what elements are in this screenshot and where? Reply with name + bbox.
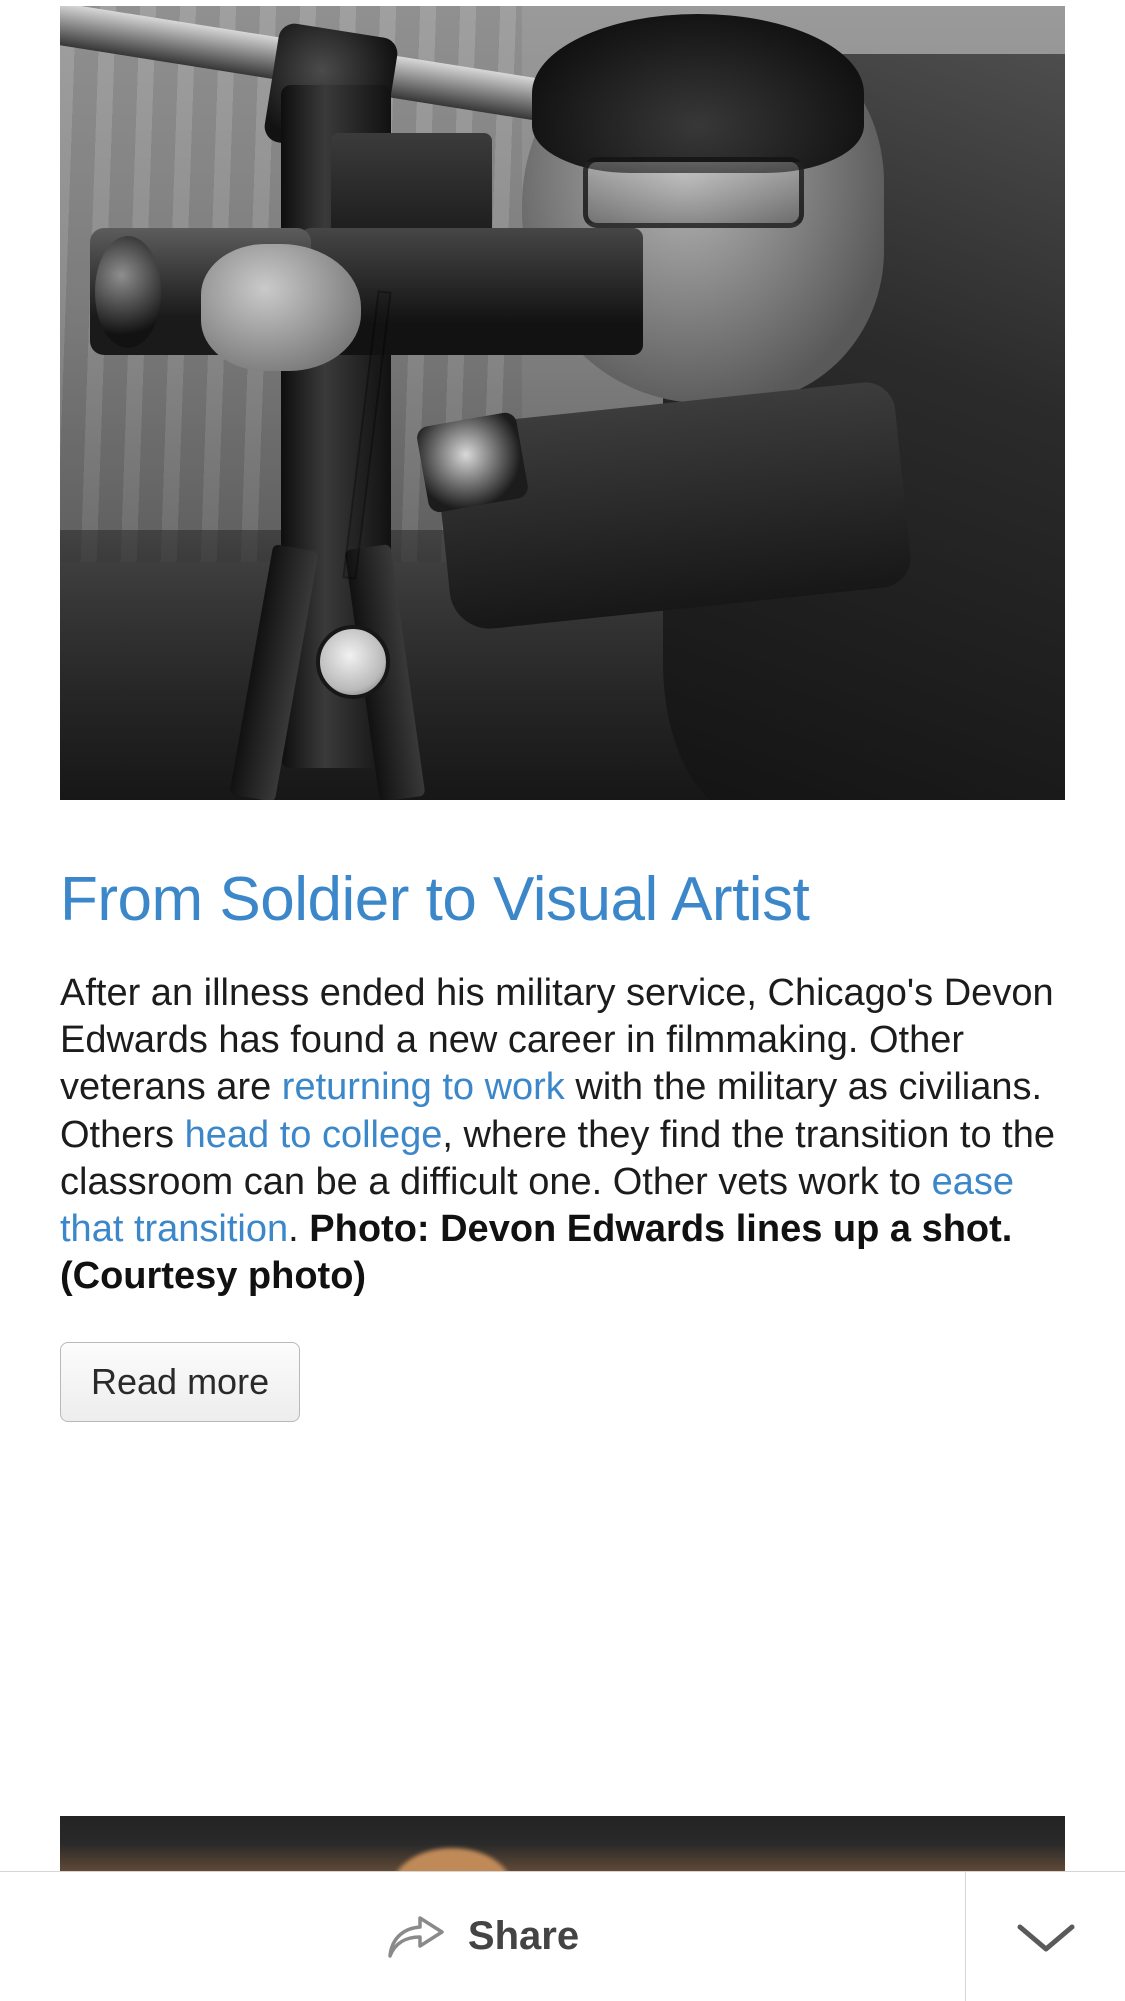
body-part-4: . <box>288 1207 310 1250</box>
share-expand-button[interactable] <box>965 1872 1125 2001</box>
glasses-shape <box>583 157 804 228</box>
body-part-1: After an illness ended his military service, Chicago's Devon Edwards has found a new career in filmmaking. Other veterans are <box>60 972 1054 1109</box>
hero-image <box>60 6 1065 800</box>
wristwatch-shape <box>415 411 529 514</box>
share-button[interactable] <box>0 1872 965 2001</box>
link-returning-to-work[interactable]: returning to work <box>281 1066 565 1109</box>
link-head-to-college[interactable]: head to college <box>184 1113 443 1156</box>
hand-shape <box>201 244 362 371</box>
photo-caption: Photo: Devon Edwards lines up a shot. (Courtesy photo) <box>60 1207 1013 1297</box>
body-part-3: , where they find the transition to the classroom can be a difficult one. Other vets work to <box>60 1113 1055 1203</box>
hair-shape <box>532 14 864 173</box>
link-ease-that-transition[interactable]: ease that transition <box>60 1160 1014 1250</box>
share-label: Share <box>467 1914 580 1958</box>
share-arrow-icon <box>386 1914 446 1960</box>
body-part-2: with the military as civilians. Others <box>60 1066 1043 1156</box>
hero-image-wrap <box>60 6 1065 800</box>
article-body <box>60 970 1065 1300</box>
share-bar <box>0 1871 1125 2001</box>
read-more-button[interactable]: Read more <box>60 1342 300 1422</box>
chevron-down-icon <box>1014 1919 1078 1955</box>
page-title: From Soldier to Visual Artist <box>60 865 810 934</box>
